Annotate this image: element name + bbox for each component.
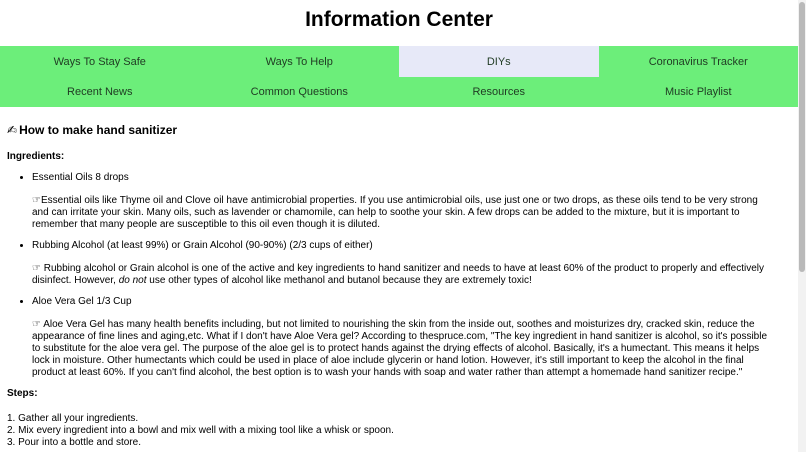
ingredient-item: [32, 296, 798, 379]
scrollbar-thumb[interactable]: [799, 2, 805, 272]
steps-label: Steps:: [7, 388, 38, 399]
ingredient-name: • Rubbing Alcohol (at least 99%) or Grain Alcohol (90-90%) (2/3 cups of either): [32, 240, 373, 251]
site-title: Information Center: [305, 8, 493, 31]
ingredient-name: • Essential Oils 8 drops: [32, 172, 129, 183]
main-nav: [0, 46, 798, 107]
nav-ways-to-help[interactable]: Ways To Help: [265, 55, 333, 68]
article-title: How to make hand sanitizer: [19, 123, 178, 137]
nav-resources[interactable]: Resources: [472, 86, 526, 98]
nav-recent-news[interactable]: Recent News: [67, 86, 133, 98]
step-item: 1. Gather all your ingredients.: [7, 413, 139, 424]
nav-common-questions[interactable]: Common Questions: [250, 86, 348, 98]
note-emphasis: do not: [118, 275, 147, 286]
ingredient-note: [32, 263, 772, 287]
ingredients-label: Ingredients:: [7, 151, 65, 162]
article-heading: [7, 107, 798, 144]
ingredient-note: ☞ Aloe Vera Gel has many health benefits including, but not limited to nourishing the skin from the inside out, soothes and moisturizes dry, cracked skin, reduce the appearance of fine lines and aging,etc. What if I don't have Aloe Vera gel? According to thespruce.com, "The key ingredient in hand sanitizer is alcohol, so it's possible to substitute for the aloe vera gel. The purpose of the aloe gel is to protect hands against the drying effects of alcohol. Basically, it's a humectant. This means it helps lock in moisture. Other humectants which could be used in place of aloe include glycerin or hand lotion. However, it's still important to keep the alcohol in the final product at least 60%. If you can't find alcohol, the best option is to wash your hands with soap and water rather than attempt a homemade hand sanitizer recipe.": [32, 319, 768, 378]
steps-list: [7, 413, 798, 449]
nav-row-1: [0, 46, 798, 77]
nav-ways-to-stay-safe[interactable]: Ways To Stay Safe: [53, 55, 146, 68]
note-text: use other types of alcohol like methanol and butanol because they are extremely toxic!: [146, 275, 532, 286]
step-item: 2. Mix every ingredient into a bowl and mix well with a mixing tool like a whisk or spoon.: [7, 425, 394, 436]
ingredient-item: [32, 172, 798, 231]
nav-row-2: [0, 77, 798, 107]
step-item: 3. Pour into a bottle and store.: [7, 437, 141, 448]
ingredient-name: • Aloe Vera Gel 1/3 Cup: [32, 296, 132, 307]
writing-hand-icon: ✍: [7, 123, 18, 137]
vertical-scrollbar[interactable]: [798, 0, 806, 452]
ingredients-list: [7, 172, 798, 379]
nav-diys[interactable]: DIYs: [399, 46, 599, 77]
nav-music-playlist[interactable]: Music Playlist: [664, 86, 732, 98]
nav-coronavirus-tracker[interactable]: Coronavirus Tracker: [648, 55, 748, 68]
article: [0, 107, 798, 449]
ingredient-item: [32, 240, 798, 287]
note-text: ☞ Rubbing alcohol or Grain alcohol is one of the active and key ingredients to hand sanitizer and needs to have at least 60% of the product to properly and effectively disinfect. However,: [32, 263, 765, 286]
ingredient-note: ☞Essential oils like Thyme oil and Clove oil have antimicrobial properties. If you use antimicrobial oils, use just one or two drops, as these oils tend to be very strong and can irritate your skin. Many oils, such as lavender or chamomile, can help to soothe your skin. A few drops can be added to the mixture, but it is important to remember that many people are susceptible to this oil even though it is diluted.: [32, 195, 758, 230]
